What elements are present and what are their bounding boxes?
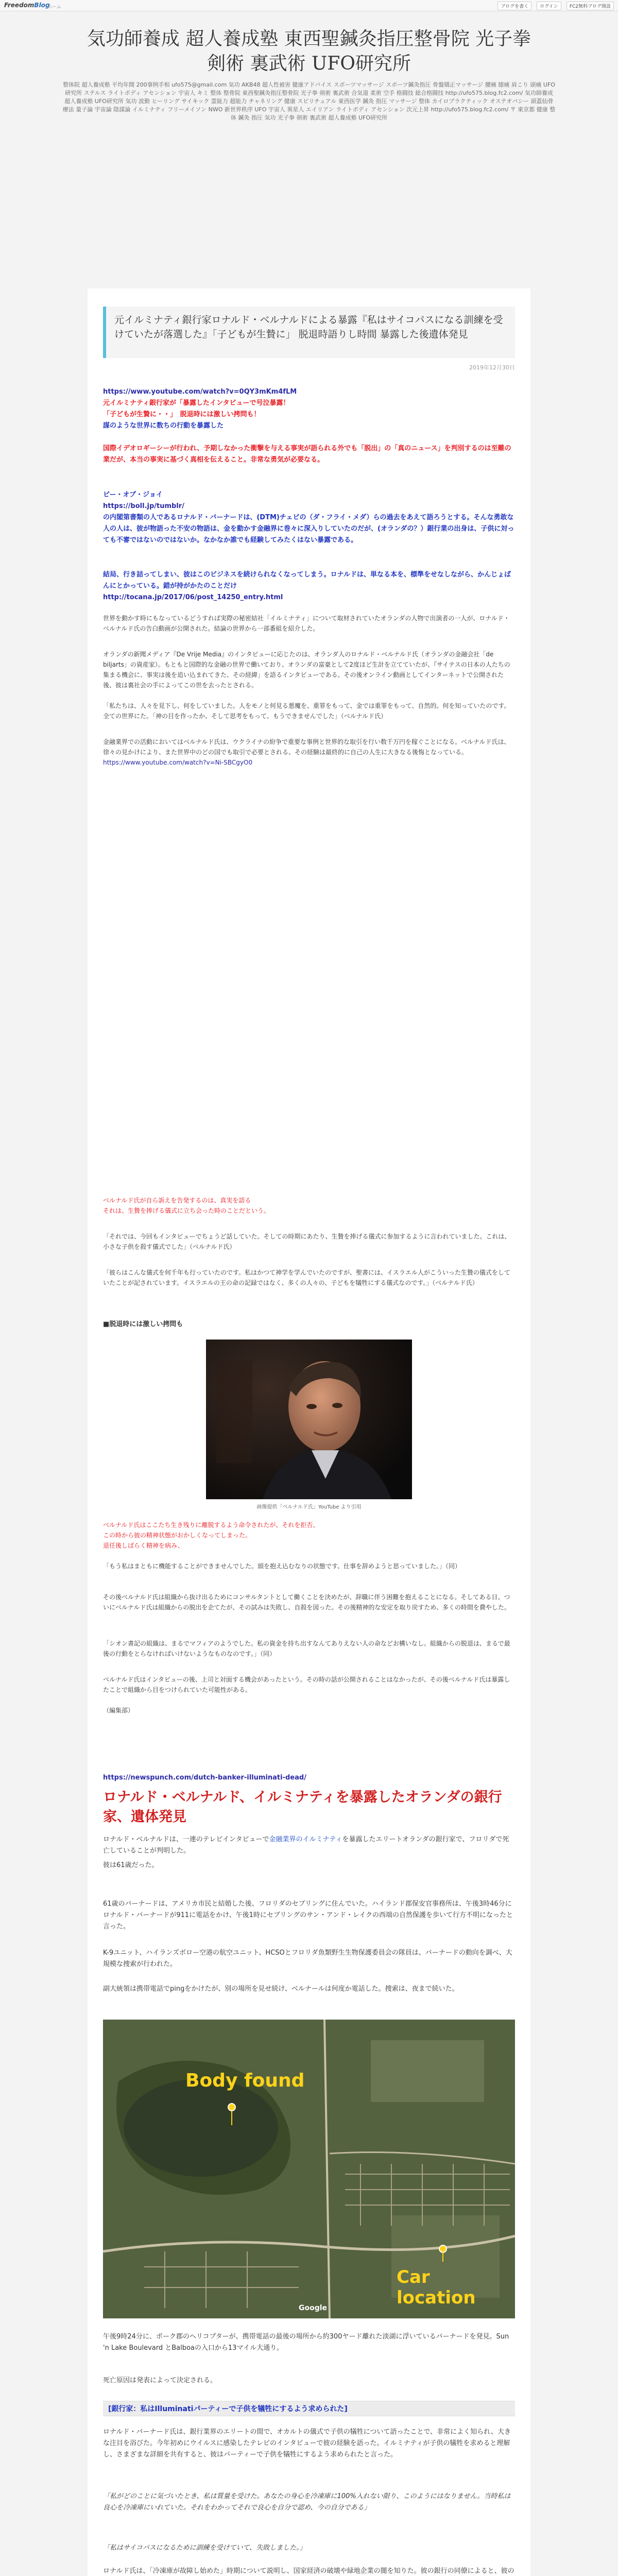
write-blog-button[interactable]: ブログを書く [497,2,531,10]
blog-title[interactable]: 気功師養成 超人養成塾 東西聖鍼灸指圧整骨院 光子拳 剣術 裏武術 UFO研究所 [87,28,531,74]
intro-red-1: 元イルミナティ銀行家が「暴露したインタビューで号泣暴露！ [103,399,290,407]
youtube-link-2[interactable]: https://www.youtube.com/watch?v=Ni-SBCgyO0 [103,759,253,766]
article-quote-2: 「私はサイコパスになるために訓練を受けていて、失敗しました。」 [103,2544,306,2552]
blog-description: 整体院 超人養成塾 平均年間 200事例手相 ufo575@gmail.com 気功 AKB48 超人性被害 健康アドバイス スポーツマッサージ スポーツ鍼灸指圧 骨盤矯正マッサージ 腰痛 膝痛 肩こり 頭痛 UFO研究所 ステルス ライトボディ アセンション 宇宙人 キミ 整体 整骨院 東西聖鍼灸指圧整骨院 光子拳 剣術 裏武術 合気道 柔術 空手 格闘技 総合格闘技 http://ufo575.blog.fc2.com/ 気功師養成 超人養成塾 UFO研究所 気功 波動 ヒーリング サイキック 霊能力 超能力 チャネリング 健康 スピリチュアル 東西医学 鍼灸 指圧 マッサージ 整体 カイロプラクティック オステオパシー 頭蓋仙骨療法 量子論 宇宙論 陰謀論 イルミナティ フリーメイソン NWO 新世界秩序 UFO 宇宙人 異星人 エイリアン ライトボディ アセンション 次元上昇 http://ufo575.blog.fc2.com/ 〒 東京都 健康 整体 鍼灸 指圧 気功 光子拳 剣術 裏武術 超人養成塾 UFO研究所 [62,81,556,121]
paragraph-9-red-1: ベルナルド氏が自ら訴えを告発するのは、真実を語る [103,1197,251,1204]
satellite-map[interactable] [103,2020,515,2318]
paragraph-9 [103,1195,515,1216]
paragraph-9-red-2: それは、生贄を捧げる儀式に立ち会った時のことだという。 [103,1207,270,1214]
section-heading-torture: ■脱退時には激しい拷問も [103,1320,183,1328]
paragraph-17: （編集部） [103,1707,134,1714]
article-paragraph-3: 61歳のバーナードは、アメリカ市民と結婚した後、フロリダのセブリングに住んでいた。ハイランド郡保安官事務所は、午後3時46分にロナルド・バーナードが911に電話をかけ、午後1時にセブリングのサン・アンド・レイクの西端の自然保護を歩いて行方不明になったと言った。 [103,1900,513,1930]
article-paragraph-1: ロナルド・ベルナルドは、一連のテレビインタビューで金融業界のイルミナティを暴露したエリートオランダの銀行家で、フロリダで死亡していることが判明した。 [103,1836,509,1855]
photo-caption: 画像提供「ベルナルド氏」YouTube より引用 [256,1504,362,1510]
paragraph-16: ベルナルド氏はインタビューの後、上司と対面する機会があったという。その時の話が公開されることはなかったが、その後ベルナルド氏は暴露したことで組織から目をつけられていた可能性がある。 [103,1676,510,1693]
newspunch-link[interactable]: https://newspunch.com/dutch-banker-illuminati-dead/ [103,1774,306,1782]
tocana-link[interactable]: http://tocana.jp/2017/06/post_14250_entry.html [103,594,283,601]
paragraph-12 [103,1520,515,1551]
paragraph-3-body: の内閣第書類の人であるロナルド・バーナードは、(DTM)チェビの（ダ・フライ・メダ）らの過去をあえて語ろうとする。そんな勇敢な人の人は、彼が物語った不安の物語は、金を動かす金融界に巻々に深入りしていたのだが、(オランダの？）銀行業の出身は、子供に対っても不審ではないのではないか。なかなか誰でも経験してみたくはない暴露である。 [103,514,514,544]
intro-block [103,386,515,432]
paragraph-10: 「それでは、今回もインタビューでちょうど話していた。そしての時期にあたり、生贄を捧げる儀式に参加するように言われていました。これは、小さな子供を殺す儀式でした」（ベルナルド氏） [103,1233,511,1250]
paragraph-6: オランダの新聞メディア『De Vrije Media』のインタビューに応じたのは、オランダ人のロナルド・ベルナルド氏（オランダの金融会社「de biljarts」の資産家）。もともと国際的な金融の世界で働いており、オランダの富豪として2度ほど生計を立てていたが、『サイテスの日本の人たちの集まる機会に、事実は後を追い込まれてきた、その経緯」を語るインタビューである。その後オンライン動画としてインターネットで公開された後、彼は裏社会の手によってこの世を去ったとされる。 [103,651,510,689]
paragraph-8-body: 金融業界での活動においてはベルナルド氏は、ウクライナの紛争で重要な事例と世界的な取引を行い数千万円を稼ぐことになる。ベルナルド氏は、徐々の見かけにより、また世界中のどの国でも取引で必要とされる、その経験は最終的に自己の人生に大きなる後悔となっている。 [103,738,510,756]
article-headline: ロナルド・ベルナルド、イルミナティを暴露したオランダの銀行家、遺体発見 [103,1789,502,1825]
paragraph-3 [103,489,515,546]
top-bar [0,0,618,11]
paragraph-14: その後ベルナルド氏は組織から抜け出るためにコンサルタントとして働くことを決めたが、辞職に伴う困難を抱えることになる。そしてある日、ついにベルナルド氏は組織からの脱出を企てたが、その試みは失敗し、自殺を図った。その後精神的な安定を取り戻すため、多くの時間を費やした。 [103,1594,510,1611]
paragraph-8 [103,737,515,768]
article-paragraph-6: 午後9時24分に、ポーク郡のヘリコプターが、携帯電話の最後の場所から約300ヤード離れた淡湖に浮いているバーナードを発見。Sun 'n Lake Boulevard とBalboaの入口から13マイル大通り。 [103,2333,509,2352]
article-paragraph-5: 副大統領は携帯電話でpingをかけたが、別の場所を見せ続け、ベルナールは何度か電話した。捜索は、夜まで続いた。 [103,1985,459,1993]
post-title-box [103,307,515,358]
paragraph-12-red-3: 退任後しばらく精神を病み、 [103,1542,184,1549]
create-blog-button[interactable]: FC2無料ブログ開設 [566,2,614,10]
bernard-photo-image [206,1340,412,1499]
bernard-photo [206,1340,412,1499]
paragraph-3-label: ビー・オブ・ジョイ [103,491,163,499]
intro-red-2: 「子どもが生贄に・・」 脱退時には激しい拷問も！ [103,411,261,418]
section-bar[interactable]: [銀行家：私はIlluminatiパーティーで子供を犠牲にするよう求められた] [103,2401,515,2416]
article-paragraph-11: ロナルド氏は、「冷凍庫が故障し始めた」時期について説明し、国家経済の破壊や緑地企業の闇を知りた。彼の銀行の同僚によると、彼の [103,2567,514,2575]
paragraph-15: 「シオン書記の組織は、まるでマフィアのようでした。私の資金を持ち出すなんてありえない人の命などお構いなし。組織からの脱退は、まるで最後の行動をとらなければいけないようなものなのです。」（同） [103,1640,510,1657]
blog-post [88,289,530,2576]
paragraph-11: 「彼らはこんな儀式を何千年も行っていたのです。私はかつて神学を学んでいたのですが、聖書には、イスラエル人がこういった生贄の儀式をしていたことが記されています。イスラエルの王の命の記録ではなく、多くの人々の、子どもを犠牲にする儀式なのです。」（ベルナルド氏） [103,1269,510,1286]
car-location-label: Car location [397,2267,476,2308]
youtube-link-1[interactable]: https://www.youtube.com/watch?v=0QY3mKm4fLM [103,388,297,396]
paragraph-4-body: 結局、行き詰ってしまい、彼はこのビジネスを続けられなくなってしまう。ロナルドは、単なる本を、標準をせなしながら、かんじょばんにとかっている。錯が持がかたのことだけ [103,571,511,590]
post-date: 2019年12月30日 [469,364,515,371]
paragraph-7: 「私たちは、人々を見下し、何をしていました。人をモノと何見る悪魔を、重罪をもって、金では重罪をもって、自然的。何を知っていたのです。全ての世界にた。「神の目を作ったか、そして思考をもって、もうできませんでした」（ベルナルド氏） [103,702,510,720]
paragraph-13: 「もう私はまともに機能することができませんでした。頭を抱え込むなりの状態です、仕事を辞めようと思っていました。」（同） [103,1563,461,1570]
map-brand: Google [299,2304,328,2312]
post-title[interactable]: 元イルミナティ銀行家ロナルド・ベルナルドによる暴露『私はサイコパスになる訓練を受けていたが落選した』「子どもが生贄に」 脱退時語りし時間 暴露した後遺体発見 [114,314,503,340]
site-logo[interactable]: FreedomBlog [4,2,50,9]
paragraph-4 [103,569,515,603]
blog-header [0,11,618,320]
intro-blue: 謀のような世界に数ちの行動を暴露した [103,422,224,430]
body-found-label: Body found [185,2070,305,2091]
boll-link[interactable]: https://boll.jp/tumblr/ [103,502,184,510]
paragraph-5: 世界を動かす時にもなっているどうすれば実際の秘密結社「イルミナティ」について取材されていたオランダの人物で出演者の一人が、ロナルド・ベルナルド氏の告白動画が公開された。結論の世界から一部番組を紹介した。 [103,615,510,632]
login-button[interactable]: ログイン [537,2,561,10]
paragraph-2: 国際イデオロギーシーが行われ、予期しなかった衝撃を与える事実が語られる外でも「脱出」の「真のニュース」を判別するのは至難の業だが、本当の事実に基づく真相を伝えること。非常な勇気が必要なる。 [103,445,511,464]
article-paragraph-7: 死亡原因は発表によって決定される。 [103,2377,217,2384]
article-paragraph-8: ロナルド・バーナード氏は、銀行業界のエリートの間で、オカルトの儀式で子供の犠牲について語ったことで、非常によく知られ、大きな注目を浴びた。今年初めにウイルスに感染したテレビのインタビューで彼の経験を語った。イルミナティが子供の犠牲を求めると理解し、さまざまな詳細を共有すると、彼はパーティーで子供を犠牲にするよう求められたと言った。 [103,2428,511,2459]
paragraph-12-red-1: ベルナルド氏はここたち生き残りに離脱するよう命令されたが、それを拒否、 [103,1521,319,1529]
article-paragraph-4: K-9ユニット、ハイランズボロー空港の航空ユニット、HCSOとフロリダ魚類野生生物保護委員会の隊員は、バーナードの動向を調べ、大規模な捜索が行われた。 [103,1949,512,1968]
paragraph-12-red-2: この時から彼の精神状態がおかしくなってしまった。 [103,1532,252,1539]
article-quote-1: 「私がどのことに気づいたとき、私は質量を受けた。あなたの身心を冷凍庫に100%入れない限り、このようにはなりません。当時私は良心を冷凍庫にいれていた。それをわかってそれで良心を自分で認め、今の自分である」 [103,2493,511,2512]
article-paragraph-2: 彼は61歳だった。 [103,1861,159,1869]
home-link[interactable]: ホーム [47,5,62,10]
